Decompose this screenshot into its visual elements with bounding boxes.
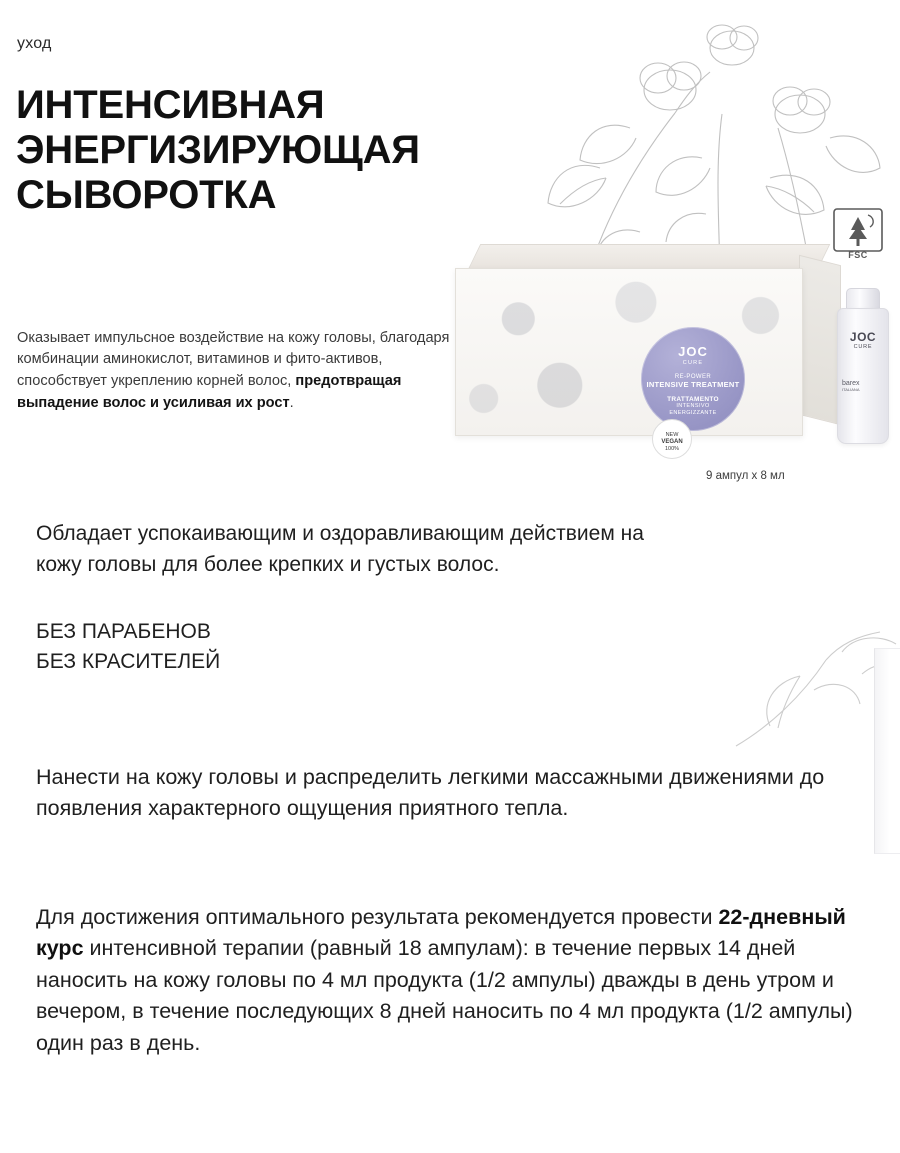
ampoule-maker-name: barex <box>842 380 860 387</box>
body-paragraph-3-part-1: Для достижения оптимального результата рекомендуется провести <box>36 904 719 929</box>
medallion-brand: JOC <box>678 344 708 359</box>
body-paragraph-2: Нанести на кожу головы и распределить легкими массажными движениями до появления характерного ощущения приятного тепла. <box>36 764 825 821</box>
ampoule-brand-sub: CURE <box>853 344 873 350</box>
product-box <box>455 244 840 464</box>
course-duration-highlight: 22-дневный курс <box>36 904 846 961</box>
ampoule-body <box>837 308 889 444</box>
medallion-line-3: TRATTAMENTO <box>667 395 719 403</box>
vegan-badge-bottom: 100% <box>664 446 680 453</box>
lead-highlight: предотвращая выпадение волос и усиливая их рост <box>17 373 402 412</box>
free-from-list <box>36 617 536 677</box>
vegan-badge <box>652 419 692 459</box>
ampoule-maker <box>842 380 876 392</box>
vegan-badge-top: NEW <box>665 432 679 438</box>
volume-note: 9 ампул х 8 мл <box>706 470 785 482</box>
bottle-edge-decoration <box>874 648 900 854</box>
body-paragraph-3 <box>36 902 888 1060</box>
ampoule-brand: JOC <box>849 330 877 344</box>
box-medallion <box>641 327 745 431</box>
fsc-tree-icon <box>833 208 883 252</box>
box-front-face <box>455 268 803 453</box>
page-title <box>16 83 486 219</box>
medallion-brand-sub: CURE <box>682 360 704 367</box>
page-title-line-2: ЭНЕРГИЗИРУЮЩАЯ <box>16 127 420 172</box>
ampoule-label <box>832 330 894 350</box>
medallion-line-4: INTENSIVO <box>676 403 710 410</box>
product-ampoule <box>832 288 894 448</box>
vegan-badge-main: VEGAN <box>661 438 683 445</box>
ampoule-cap <box>846 288 880 310</box>
medallion-line-5: ENERGIZZANTE <box>669 409 717 416</box>
page-title-line-1: ИНТЕНСИВНАЯ <box>16 82 325 127</box>
ampoule-maker-sub: ITALIANA <box>842 387 860 392</box>
kicker-label: уход <box>17 35 52 52</box>
product-image-area <box>440 18 900 488</box>
page-title-line-3: СЫВОРОТКА <box>16 173 277 218</box>
medallion-line-2: INTENSIVE TREATMENT <box>646 379 740 389</box>
lead-part-1: Оказывает импульсное воздействие на кожу головы, благодаря комбинации аминокислот, витаминов и фито-активов, способствует укреплению корней волос, <box>17 329 450 390</box>
body-paragraph-1: Обладает успокаивающим и оздоравливающим действием на кожу головы для более крепких и густых волос. <box>36 522 644 577</box>
body-paragraph-3-part-2: интенсивной терапии (равный 18 ампулам): в течение первых 14 дней наносить на кожу головы по 4 мл продукта (1/2 ампулы) дважды в день утром и вечером, в течение последующих 8 дней наносить по 4 мл продукта (1/2 ампулы) один раз в день. <box>36 936 853 1055</box>
lead-part-2: . <box>289 395 294 412</box>
medallion-line-1: RE-POWER <box>674 373 712 380</box>
free-from-item-1: БЕЗ КРАСИТЕЛЕЙ <box>36 649 221 673</box>
lead-paragraph <box>17 328 452 416</box>
free-from-item-0: БЕЗ ПАРАБЕНОВ <box>36 620 211 643</box>
fsc-label: FSC <box>848 250 868 260</box>
